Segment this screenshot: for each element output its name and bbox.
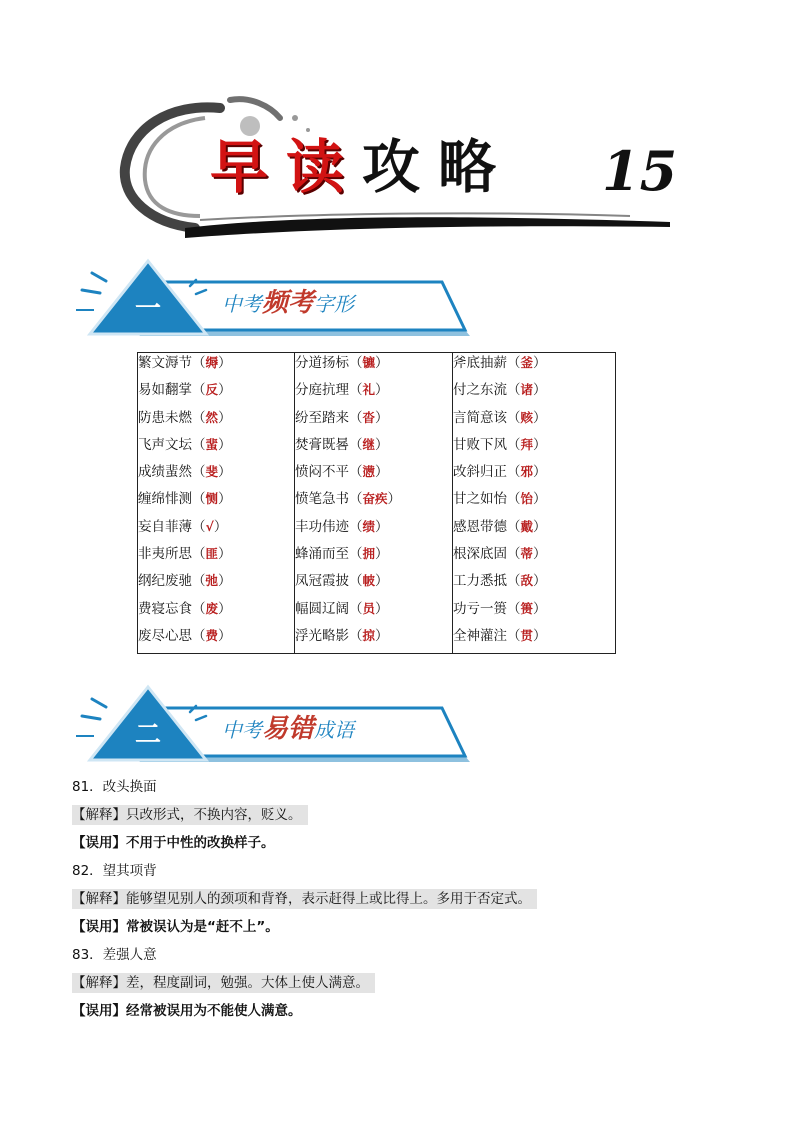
paren-open: （ xyxy=(507,600,521,617)
paren-open: （ xyxy=(349,627,363,644)
table-entry xyxy=(295,353,452,380)
entry-answer: 帔 xyxy=(362,573,376,589)
explain-tag: 【解释】 xyxy=(72,975,126,991)
entry-word: 全神灌注 xyxy=(453,627,507,644)
entry-answer: 匪 xyxy=(205,546,219,562)
paren-open: （ xyxy=(349,491,363,508)
table-entry xyxy=(295,599,452,626)
table-entry xyxy=(453,408,615,435)
entry-answer: 篑 xyxy=(520,600,534,616)
paren-close: ） xyxy=(375,627,389,644)
table-entry xyxy=(453,599,615,626)
paren-close: ） xyxy=(218,573,232,590)
paren-open: （ xyxy=(507,409,521,426)
table-entry xyxy=(453,353,615,380)
entry-word: 纲纪废驰 xyxy=(138,573,192,590)
idiom-title: 82．望其项背 xyxy=(72,863,157,879)
entry-word: 飞声文坛 xyxy=(138,436,192,453)
table-entry xyxy=(453,462,615,489)
entry-word: 繁文溽节 xyxy=(138,355,192,371)
table-entry xyxy=(138,599,294,626)
entry-answer: 费 xyxy=(205,627,219,643)
paren-close: ） xyxy=(375,546,389,563)
table-column-1 xyxy=(138,353,295,654)
entry-answer: 绩 xyxy=(362,518,376,534)
table-entry xyxy=(453,435,615,462)
entry-answer: 贯 xyxy=(520,627,534,643)
paren-close: ） xyxy=(218,546,232,563)
paren-open: （ xyxy=(507,436,521,453)
table-entry xyxy=(453,517,615,544)
paren-close: ） xyxy=(218,355,232,371)
entry-word: 非夷所思 xyxy=(138,546,192,563)
paren-close: ） xyxy=(218,436,232,453)
paren-close: ） xyxy=(387,491,402,508)
paren-open: （ xyxy=(349,546,363,563)
paren-open: （ xyxy=(349,573,363,590)
section-header-1 xyxy=(72,258,472,338)
paren-open: （ xyxy=(192,464,206,481)
paren-close: ） xyxy=(375,382,389,399)
table-entry xyxy=(138,380,294,407)
entry-answer: 赅 xyxy=(520,409,534,425)
entry-answer: 蜚 xyxy=(205,436,219,452)
table-column-3 xyxy=(453,353,616,654)
entry-answer: 继 xyxy=(362,436,376,452)
title-char-2: 读 xyxy=(286,133,347,201)
paren-open: （ xyxy=(192,436,206,453)
misuse-text: 常被误认为是“赶不上”。 xyxy=(126,919,279,935)
entry-answer: 员 xyxy=(362,600,376,616)
paren-open: （ xyxy=(349,600,363,617)
table-entry xyxy=(453,380,615,407)
paren-close: ） xyxy=(218,600,232,617)
paren-open: （ xyxy=(507,491,521,508)
idiom-item xyxy=(72,945,537,1021)
paren-open: （ xyxy=(507,573,521,590)
idiom-explanation xyxy=(72,889,537,909)
explain-tag: 【解释】 xyxy=(72,807,126,823)
section-title-prefix: 中考 xyxy=(222,718,262,742)
entry-answer: 拥 xyxy=(362,546,376,562)
paren-close: ） xyxy=(533,546,547,563)
entry-word: 付之东流 xyxy=(453,382,507,399)
entry-word: 易如翻掌 xyxy=(138,382,192,399)
table-entry xyxy=(295,571,452,598)
entry-answer: 缛 xyxy=(205,355,219,370)
paren-close: ） xyxy=(375,409,389,426)
section-title-key: 易错 xyxy=(262,714,315,744)
entry-answer: 反 xyxy=(205,382,219,398)
entry-word: 焚膏既晷 xyxy=(295,436,349,453)
paren-open: （ xyxy=(349,382,363,399)
paren-open: （ xyxy=(507,355,521,371)
table-entry xyxy=(138,462,294,489)
section-title xyxy=(222,708,354,745)
section-title xyxy=(222,282,354,319)
paren-open: （ xyxy=(507,464,521,481)
entry-word: 改斜归正 xyxy=(453,464,507,481)
title-text xyxy=(210,133,499,201)
paren-open: （ xyxy=(507,546,521,563)
entry-word: 防患未燃 xyxy=(138,409,192,426)
entry-word: 妄自菲薄 xyxy=(138,518,192,535)
paren-close: ） xyxy=(375,518,389,535)
table-entry xyxy=(295,544,452,571)
entry-word: 废尽心思 xyxy=(138,627,192,644)
table-entry xyxy=(138,517,294,544)
paren-open: （ xyxy=(349,464,363,481)
section-header-2 xyxy=(72,684,472,764)
table-entry xyxy=(138,626,294,653)
explain-text: 差，程度副词，勉强。大体上使人满意。 xyxy=(126,975,369,991)
paren-open: （ xyxy=(192,573,206,590)
entry-word: 幅圆辽阔 xyxy=(295,600,349,617)
paren-close: ） xyxy=(533,573,547,590)
entry-answer: 礼 xyxy=(362,382,376,398)
paren-close: ） xyxy=(533,382,547,399)
paren-open: （ xyxy=(192,382,206,399)
paren-close: ） xyxy=(533,355,547,371)
section-title-key: 频考 xyxy=(262,288,315,318)
title-char-3: 攻 xyxy=(362,133,423,201)
explain-text: 只改形式，不换内容，贬义。 xyxy=(126,807,302,823)
paren-close: ） xyxy=(375,436,389,453)
table-entry xyxy=(295,435,452,462)
entry-word: 丰功伟迹 xyxy=(295,518,349,535)
entry-word: 甘败下风 xyxy=(453,436,507,453)
paren-close: ） xyxy=(218,491,232,508)
paren-open: （ xyxy=(192,627,206,644)
entry-answer: 弛 xyxy=(205,573,219,589)
paren-close: ） xyxy=(533,409,547,426)
entry-answer: 掠 xyxy=(362,627,376,643)
table-entry xyxy=(138,435,294,462)
paren-close: ） xyxy=(533,627,547,644)
entry-word: 浮光略影 xyxy=(295,627,349,644)
entry-word: 缠绵悱测 xyxy=(138,491,192,508)
entry-answer: 奋疾 xyxy=(362,491,388,507)
entry-answer: 废 xyxy=(205,600,219,616)
paren-close: ） xyxy=(375,464,389,481)
idiom-explanation xyxy=(72,973,537,993)
table-entry xyxy=(453,626,615,653)
idiom-list xyxy=(72,777,537,1029)
table-entry xyxy=(295,380,452,407)
idiom-title: 83．差强人意 xyxy=(72,947,157,963)
table-entry xyxy=(295,489,452,516)
word-table xyxy=(137,352,616,654)
paren-open: （ xyxy=(507,627,521,644)
misuse-text: 不用于中性的改换样子。 xyxy=(126,835,275,851)
paren-close: ） xyxy=(533,436,547,453)
entry-word: 成绩蜚然 xyxy=(138,464,192,481)
idiom-misuse xyxy=(72,1001,537,1021)
entry-word: 斧底抽薪 xyxy=(453,355,507,371)
table-entry xyxy=(138,353,294,380)
entry-word: 蜂涌而至 xyxy=(295,546,349,563)
section-title-suffix: 字形 xyxy=(314,292,355,316)
table-entry xyxy=(138,408,294,435)
paren-open: （ xyxy=(507,382,521,399)
explain-tag: 【解释】 xyxy=(72,891,126,907)
title-char-1: 早 xyxy=(210,133,271,201)
entry-answer: 敌 xyxy=(520,573,534,589)
paren-close: ） xyxy=(213,518,228,535)
paren-close: ） xyxy=(218,382,232,399)
section-title-prefix: 中考 xyxy=(222,292,262,316)
misuse-text: 经常被误用为不能使人满意。 xyxy=(126,1003,302,1019)
entry-word: 分道扬标 xyxy=(295,355,349,371)
entry-word: 愤笔急书 xyxy=(295,491,349,508)
entry-word: 工力悉抵 xyxy=(453,573,507,590)
table-entry xyxy=(453,489,615,516)
entry-answer: 蒂 xyxy=(520,546,534,562)
entry-answer: 镳 xyxy=(362,355,376,370)
entry-answer: 恻 xyxy=(205,491,219,507)
entry-word: 根深底固 xyxy=(453,546,507,563)
paren-open: （ xyxy=(192,491,206,508)
paren-open: （ xyxy=(349,409,363,426)
idiom-explanation xyxy=(72,805,537,825)
paren-open: （ xyxy=(349,436,363,453)
table-entry xyxy=(138,544,294,571)
entry-word: 分庭抗理 xyxy=(295,382,349,399)
title-char-4: 略 xyxy=(438,133,499,201)
paren-close: ） xyxy=(218,627,232,644)
entry-answer: 戴 xyxy=(520,518,534,534)
entry-word: 凤冠霞披 xyxy=(295,573,349,590)
table-column-2 xyxy=(295,353,453,654)
idiom-misuse xyxy=(72,917,537,937)
table-entry xyxy=(295,462,452,489)
paren-close: ） xyxy=(533,491,547,508)
entry-answer: 然 xyxy=(205,409,219,425)
paren-close: ） xyxy=(375,600,389,617)
entry-answer: 釜 xyxy=(520,355,534,370)
explain-text: 能够望见别人的颈项和背脊，表示赶得上或比得上。多用于否定式。 xyxy=(126,891,531,907)
paren-open: （ xyxy=(349,355,363,371)
paren-open: （ xyxy=(192,518,206,535)
idiom-title: 81．改头换面 xyxy=(72,779,157,795)
entry-answer: 沓 xyxy=(362,409,376,425)
entry-word: 感恩带德 xyxy=(453,518,507,535)
entry-word: 纷至踏来 xyxy=(295,409,349,426)
table-entry xyxy=(295,408,452,435)
entry-answer: 斐 xyxy=(205,464,219,480)
entry-answer: √ xyxy=(205,518,214,534)
title-banner xyxy=(110,88,690,253)
paren-close: ） xyxy=(218,409,232,426)
misuse-tag: 【误用】 xyxy=(72,919,126,935)
entry-answer: 懑 xyxy=(362,464,376,480)
paren-close: ） xyxy=(375,355,389,371)
idiom-item xyxy=(72,777,537,853)
entry-word: 甘之如怡 xyxy=(453,491,507,508)
table-entry xyxy=(138,571,294,598)
table-entry xyxy=(295,517,452,544)
entry-word: 愤闷不平 xyxy=(295,464,349,481)
entry-word: 费寝忘食 xyxy=(138,600,192,617)
title-number: 15 xyxy=(602,139,678,203)
table-entry xyxy=(453,571,615,598)
idiom-item xyxy=(72,861,537,937)
table-entry xyxy=(295,626,452,653)
entry-answer: 诸 xyxy=(520,382,534,398)
paren-close: ） xyxy=(533,600,547,617)
idiom-misuse xyxy=(72,833,537,853)
paren-close: ） xyxy=(533,464,547,481)
table-entry xyxy=(453,544,615,571)
paren-close: ） xyxy=(533,518,547,535)
table-entry xyxy=(138,489,294,516)
entry-word: 功亏一篑 xyxy=(453,600,507,617)
entry-answer: 拜 xyxy=(520,436,534,452)
section-title-suffix: 成语 xyxy=(314,718,355,742)
entry-answer: 邪 xyxy=(520,464,534,480)
paren-open: （ xyxy=(192,409,206,426)
section-number: 二 xyxy=(134,720,161,750)
paren-close: ） xyxy=(375,573,389,590)
paren-open: （ xyxy=(507,518,521,535)
entry-answer: 饴 xyxy=(520,491,534,507)
entry-word: 言简意该 xyxy=(453,409,507,426)
misuse-tag: 【误用】 xyxy=(72,1003,126,1019)
misuse-tag: 【误用】 xyxy=(72,835,126,851)
paren-open: （ xyxy=(192,600,206,617)
paren-open: （ xyxy=(349,518,363,535)
section-number: 一 xyxy=(134,294,161,324)
paren-close: ） xyxy=(218,464,232,481)
paren-open: （ xyxy=(192,546,206,563)
paren-open: （ xyxy=(192,355,206,371)
